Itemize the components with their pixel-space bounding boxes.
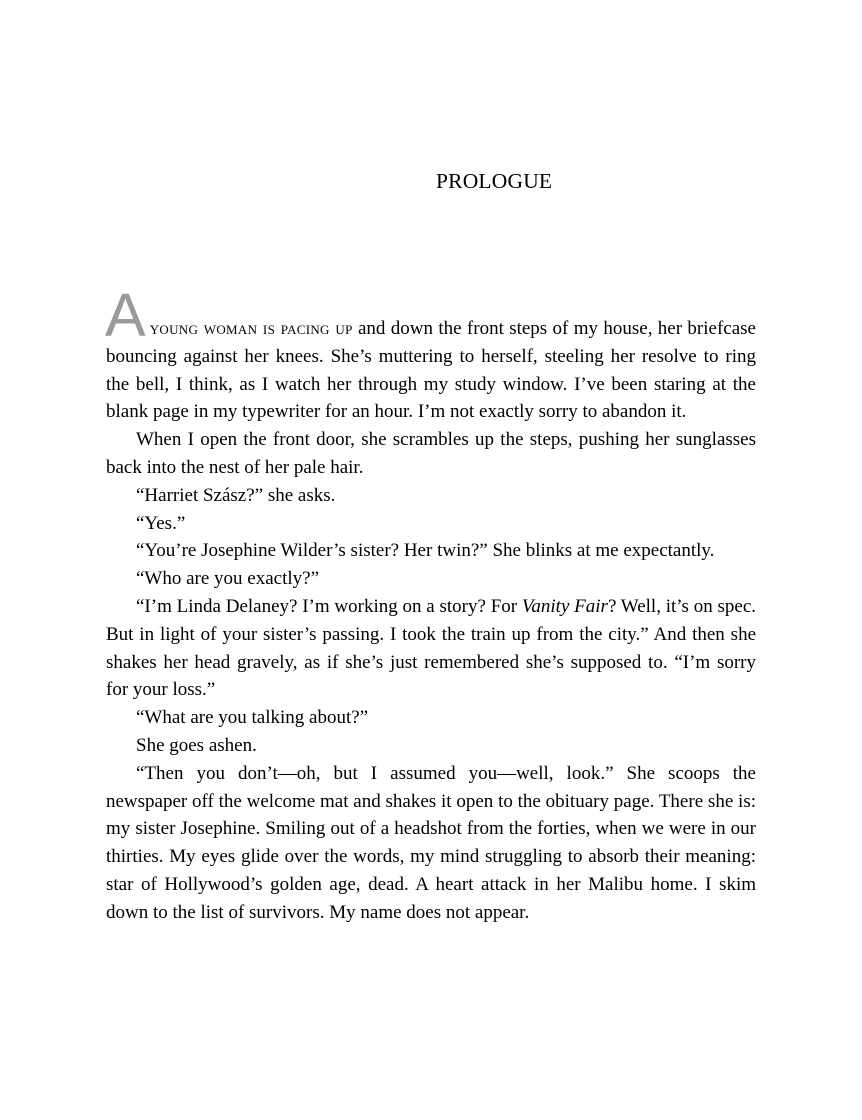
paragraph: “Who are you exactly?”	[136, 568, 320, 590]
magazine-title: Vanity Fair	[521, 595, 608, 617]
chapter-title: PROLOGUE	[436, 169, 553, 193]
opening-paragraph-text: and down the front steps of my house, her briefcase bouncing against her knees. She’s muttering to herself, steeling her resolve to ring the bell, I think, as I watch her through my study window. I’ve been staring at the blank page in my typewriter for an hour. I’m not exactly sorry to abandon it.	[106, 318, 756, 423]
linda-text-before: “I’m Linda Delaney? I’m working on a story? For	[136, 595, 522, 617]
paragraph: “Then you don’t—oh, but I assumed you—well, look.” She scoops the newspaper off the welcome mat and shakes it open to the obituary page. There she is: my sister Josephine. Smiling out of a headshot from the forties, when we were in our thirties. My eyes glide over the words, my mind struggling to absorb their meaning: star of Hollywood’s golden age, dead. A heart attack in her Malibu home. I skim down to the list of survivors. My name does not appear.	[106, 762, 756, 923]
drop-cap: A	[105, 281, 146, 349]
body-text	[105, 281, 757, 927]
linda-text-after: ? Well, it’s on spec. But in light of your sister’s passing. I took the train up from the city.” And then she shakes her head gravely, as if she’s just remembered she’s supposed to. “I’m sorry for your loss.”	[106, 595, 757, 701]
paragraph: “You’re Josephine Wilder’s sister? Her twin?” She blinks at me expectantly.	[136, 540, 715, 562]
small-caps-lead: young woman is pacing up	[149, 318, 353, 339]
paragraph-linda	[106, 593, 756, 704]
paragraph: When I open the front door, she scrambles up the steps, pushing her sunglasses back into the nest of her pale hair.	[106, 429, 756, 478]
paragraph: “Harriet Szász?” she asks.	[136, 484, 336, 506]
paragraph: She goes ashen.	[136, 734, 257, 756]
paragraph: “What are you talking about?”	[136, 707, 369, 729]
paragraph: “Yes.”	[136, 512, 186, 534]
opening-paragraph	[105, 281, 756, 426]
